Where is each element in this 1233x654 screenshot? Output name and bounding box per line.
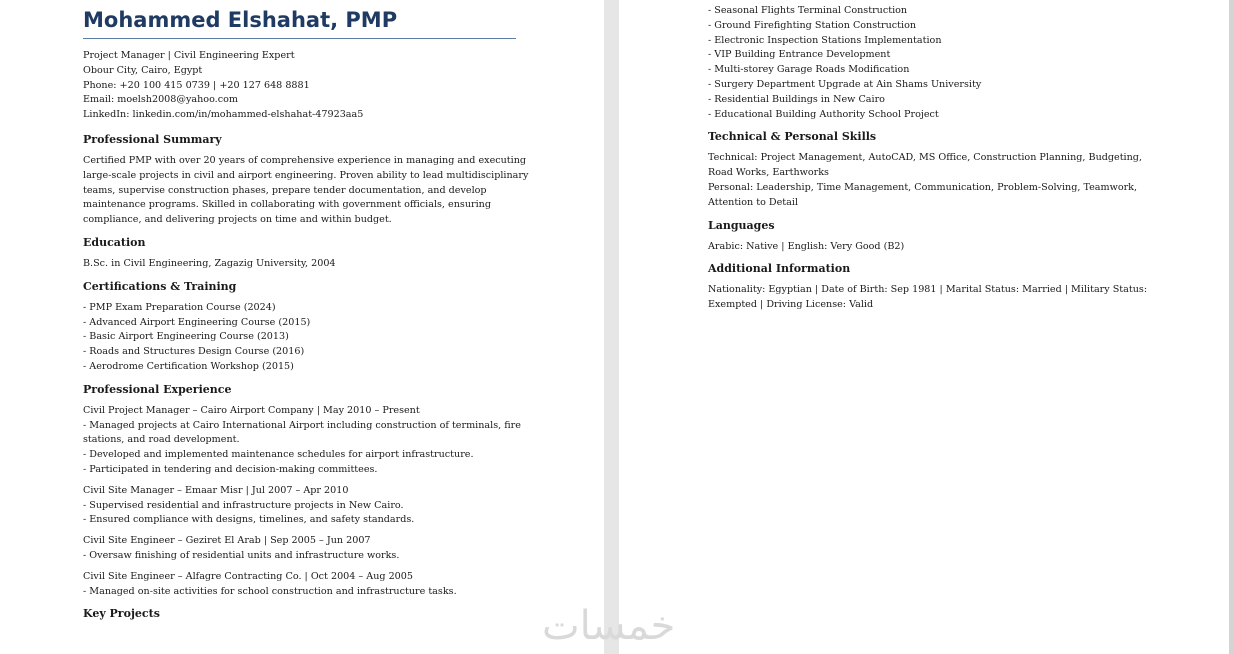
summary-text [83, 154, 529, 228]
contact-location: Obour City, Cairo, Egypt [83, 64, 203, 76]
list-item: - Ground Firefighting Station Construction [708, 19, 917, 31]
experience-list [83, 404, 523, 600]
key-projects-heading: Key Projects [83, 607, 160, 621]
job-title: Civil Site Engineer – Geziret El Arab | Sep 2005 – Jun 2007 [83, 535, 371, 547]
summary-line: Certified PMP with over 20 years of comprehensive experience in managing and executing [83, 154, 527, 166]
certifications-heading: Certifications & Training [83, 279, 237, 293]
summary-heading: Professional Summary [83, 132, 222, 146]
list-item: - Basic Airport Engineering Course (2013) [83, 331, 289, 343]
job-line: - Managed projects at Cairo International Airport including construction of terminals, fire [83, 419, 521, 431]
list-item: - Residential Buildings in New Cairo [708, 93, 885, 105]
list-item: - Surgery Department Upgrade at Ain Shams University [708, 78, 982, 90]
skills-line: Personal: Leadership, Time Management, Communication, Problem-Solving, Teamwork, [708, 181, 1138, 193]
window-right-edge [1229, 0, 1233, 654]
list-item: - Seasonal Flights Terminal Construction [708, 5, 908, 16]
summary-line: teams, supervise construction phases, prepare tender documentation, and develop [83, 184, 487, 196]
additional-text [708, 283, 1148, 313]
job-title: Civil Site Manager – Emaar Misr | Jul 2007 – Apr 2010 [83, 484, 349, 496]
skills-line: Technical: Project Management, AutoCAD, MS Office, Construction Planning, Budgeting, [708, 152, 1142, 164]
resume-name: Mohammed Elshahat, PMP [83, 6, 516, 39]
khamsat-watermark: خمسات [542, 603, 676, 649]
list-item: - Educational Building Authority School Project [708, 108, 939, 120]
job-entry [83, 484, 523, 528]
job-line: - Ensured compliance with designs, timelines, and safety standards. [83, 514, 415, 526]
skills-text [708, 151, 1142, 210]
job-line: - Supervised residential and infrastructure projects in New Cairo. [83, 499, 404, 511]
contact-title: Project Manager | Civil Engineering Expert [83, 50, 295, 61]
list-item: - Aerodrome Certification Workshop (2015) [83, 360, 294, 372]
job-title: Civil Project Manager – Cairo Airport Company | May 2010 – Present [83, 404, 420, 416]
experience-heading: Professional Experience [83, 382, 232, 396]
summary-line: maintenance programs. Skilled in collaborating with government officials, ensuring [83, 199, 491, 211]
list-item: - Roads and Structures Design Course (2016) [83, 346, 305, 358]
additional-line: Exempted | Driving License: Valid [708, 299, 874, 311]
key-projects-list [708, 4, 1128, 122]
contact-email: Email: moelsh2008@yahoo.com [83, 94, 238, 106]
education-heading: Education [83, 235, 146, 249]
summary-line: compliance, and delivering projects on time and within budget. [83, 214, 392, 226]
list-item: - PMP Exam Preparation Course (2024) [83, 301, 276, 313]
list-item: - Electronic Inspection Stations Implementation [708, 34, 942, 46]
document-page-2[interactable] [619, 0, 1229, 654]
list-item: - Multi-storey Garage Roads Modification [708, 64, 910, 76]
job-line: stations, and road development. [83, 434, 240, 446]
education-line: B.Sc. in Civil Engineering, Zagazig University, 2004 [83, 257, 336, 269]
job-line: - Developed and implemented maintenance schedules for airport infrastructure. [83, 449, 474, 461]
page-gap [604, 0, 619, 654]
job-line: - Oversaw finishing of residential units and infrastructure works. [83, 549, 400, 561]
contact-phone: Phone: +20 100 415 0739 | +20 127 648 8881 [83, 79, 310, 91]
job-line: - Managed on-site activities for school construction and infrastructure tasks. [83, 585, 457, 597]
summary-line: large-scale projects in civil and airport engineering. Proven ability to lead multidisciplinary [83, 169, 529, 181]
contact-block [83, 49, 523, 123]
document-page-1[interactable] [0, 0, 604, 654]
languages-line: Arabic: Native | English: Very Good (B2) [708, 240, 905, 252]
job-entry [83, 404, 523, 478]
certifications-list [83, 301, 523, 375]
job-entry [83, 534, 523, 564]
skills-line: Road Works, Earthworks [708, 167, 829, 179]
contact-linkedin: LinkedIn: linkedin.com/in/mohammed-elshahat-47923aa5 [83, 109, 364, 121]
job-line: - Participated in tendering and decision-making committees. [83, 463, 378, 475]
skills-line: Attention to Detail [708, 196, 799, 208]
job-title: Civil Site Engineer – Alfagre Contracting Co. | Oct 2004 – Aug 2005 [83, 570, 413, 582]
additional-line: Nationality: Egyptian | Date of Birth: Sep 1981 | Marital Status: Married | Military Status: [708, 284, 1148, 296]
additional-heading: Additional Information [708, 262, 851, 276]
languages-heading: Languages [708, 218, 775, 232]
skills-heading: Technical & Personal Skills [708, 130, 877, 144]
list-item: - Advanced Airport Engineering Course (2015) [83, 316, 311, 328]
job-entry [83, 570, 523, 600]
list-item: - VIP Building Entrance Development [708, 49, 891, 61]
